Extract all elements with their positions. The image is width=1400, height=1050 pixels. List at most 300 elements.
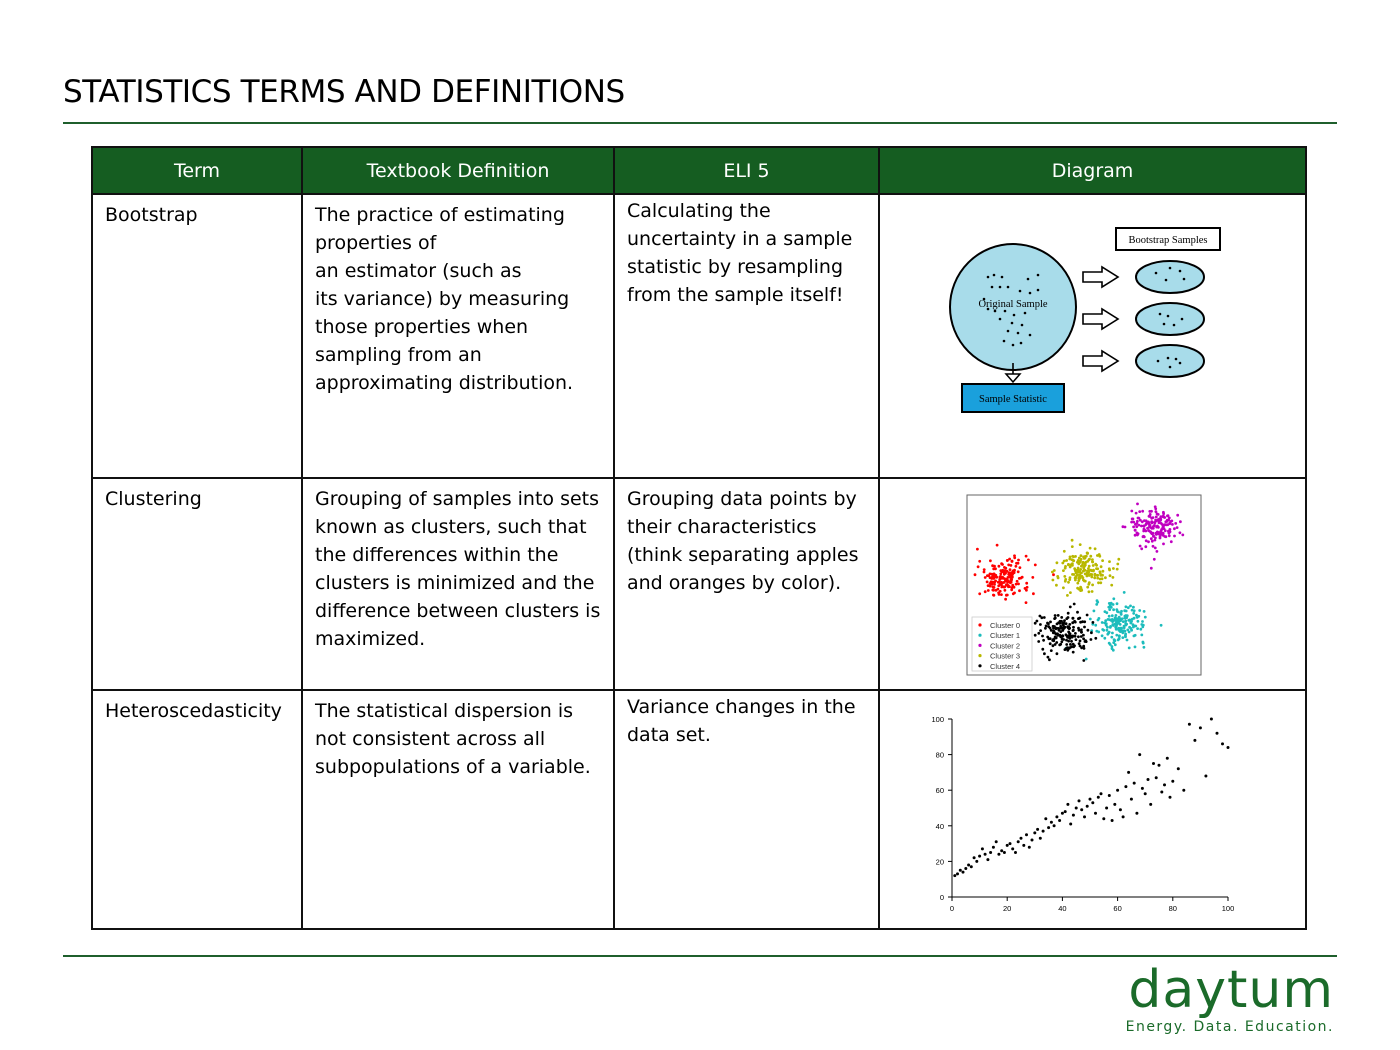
cluster-point (1016, 580, 1019, 583)
cluster-point (1011, 560, 1014, 563)
term-cell: Heteroscedasticity (92, 690, 302, 929)
sample-point (1012, 344, 1015, 347)
data-point (1078, 799, 1081, 802)
cluster-point (1110, 636, 1113, 639)
cluster-point (1118, 616, 1121, 619)
cluster-point (1025, 589, 1028, 592)
cluster-point (1065, 647, 1068, 650)
data-point (1124, 785, 1127, 788)
sample-point (1020, 342, 1023, 345)
cluster-point (1135, 614, 1138, 617)
cluster-point (1094, 624, 1097, 627)
cluster-point (1064, 578, 1067, 581)
cluster-point (1065, 643, 1068, 646)
definition-cell: The practice of estimating properties of an estimator (such as its variance) by measuring those properties when sampling from an approximating distribution. (302, 194, 614, 478)
data-point (1135, 812, 1138, 815)
cluster-point (1162, 543, 1165, 546)
cluster-point (1008, 574, 1011, 577)
cluster-point (1096, 554, 1099, 557)
data-point (1138, 753, 1141, 756)
cluster-point (1116, 568, 1119, 571)
cluster-point (1049, 621, 1052, 624)
cluster-point (1176, 514, 1179, 517)
cluster-point (1086, 575, 1089, 578)
cluster-point (1173, 527, 1176, 530)
x-tick-label: 60 (1113, 904, 1122, 913)
cluster-point (1069, 643, 1072, 646)
cluster-point (1181, 534, 1184, 537)
sample-point (1159, 313, 1162, 316)
sample-point (1179, 362, 1182, 365)
cluster-point (1003, 577, 1006, 580)
cluster-point (1031, 576, 1034, 579)
data-point (1066, 803, 1069, 806)
cluster-point (1071, 555, 1074, 558)
x-tick-label: 40 (1058, 904, 1067, 913)
cluster-point (1089, 555, 1092, 558)
cluster-point (1138, 609, 1141, 612)
cluster-point (1056, 632, 1059, 635)
cluster-point (1110, 584, 1113, 587)
cluster-point (1097, 631, 1100, 634)
cluster-point (1133, 635, 1136, 638)
cluster-point (1072, 651, 1075, 654)
data-point (1111, 819, 1114, 822)
cluster-point (1015, 583, 1018, 586)
cluster-point (1015, 565, 1018, 568)
cluster-point (1071, 539, 1074, 542)
cluster-point (1095, 603, 1098, 606)
cluster-point (1094, 563, 1097, 566)
data-point (1149, 803, 1152, 806)
cluster-point (1112, 576, 1115, 579)
cluster-point (1085, 658, 1088, 661)
cluster-point (1136, 627, 1139, 630)
cluster-point (1169, 521, 1172, 524)
cluster-point (1096, 567, 1099, 570)
cluster-point (1042, 639, 1045, 642)
cluster-point (1054, 614, 1057, 617)
data-point (1039, 837, 1042, 840)
cluster-point (1135, 512, 1138, 515)
cluster-point (1109, 574, 1112, 577)
data-point (1014, 851, 1017, 854)
cluster-point (992, 568, 995, 571)
cluster-point (1163, 535, 1166, 538)
cluster-point (1083, 647, 1086, 650)
cluster-point (1112, 649, 1115, 652)
title-divider (63, 122, 1337, 124)
cluster-point (1108, 560, 1111, 563)
cluster-point (1083, 626, 1086, 629)
cluster-point (1070, 645, 1073, 648)
cluster-point (1034, 634, 1037, 637)
cluster-point (1077, 579, 1080, 582)
cluster-point (1062, 627, 1065, 630)
cluster-point (1108, 567, 1111, 570)
cluster-point (1078, 642, 1081, 645)
cluster-point (1126, 614, 1129, 617)
y-tick-label: 40 (935, 821, 944, 831)
cluster-point (1047, 623, 1050, 626)
data-point (1020, 837, 1023, 840)
cluster-point (1108, 615, 1111, 618)
sample-point (987, 276, 990, 279)
data-point (986, 858, 989, 861)
cluster-point (1091, 590, 1094, 593)
scatter-points (953, 718, 1229, 878)
cluster-point (998, 578, 1001, 581)
data-point (1009, 842, 1012, 845)
cluster-point (1117, 611, 1120, 614)
data-point (1144, 792, 1147, 795)
eli5-cell: Calculating the uncertainty in a sample statistic by resampling from the sample itself! (614, 194, 879, 478)
data-point (959, 869, 962, 872)
cluster-point (1004, 567, 1007, 570)
original-sample-label: Original Sample (978, 299, 1048, 310)
cluster-point (1115, 624, 1118, 627)
cluster-point (1118, 637, 1121, 640)
cluster-point (991, 573, 994, 576)
cluster-point (986, 574, 989, 577)
cluster-point (1171, 523, 1174, 526)
cluster-point (1151, 522, 1154, 525)
cluster-point (1169, 530, 1172, 533)
cluster-point (1141, 510, 1144, 513)
cluster-point (1039, 623, 1042, 626)
data-point (1047, 826, 1050, 829)
terms-table (91, 146, 1307, 930)
cluster-point (1056, 561, 1059, 564)
cluster-point (1155, 516, 1158, 519)
sample-point (1029, 334, 1032, 337)
cluster-point (1053, 569, 1056, 572)
sample-point (1013, 314, 1016, 317)
data-point (1036, 828, 1039, 831)
cluster-point (1068, 647, 1071, 650)
cluster-point (991, 576, 994, 579)
cluster-point (1083, 620, 1086, 623)
cluster-point (1110, 606, 1113, 609)
sample-point (1167, 315, 1170, 318)
legend-marker (978, 634, 981, 637)
cluster-point (1080, 635, 1083, 638)
y-tick-label: 100 (931, 715, 944, 724)
cluster-point (1112, 597, 1115, 600)
cluster-point (1179, 520, 1182, 523)
cluster-point (1115, 614, 1118, 617)
cluster-point (1170, 540, 1173, 543)
cluster-point (1179, 531, 1182, 534)
cluster-point (1116, 602, 1119, 605)
cluster-point (1162, 525, 1165, 528)
page-title: STATISTICS TERMS AND DEFINITIONS (63, 74, 625, 110)
cluster-point (1034, 622, 1037, 625)
data-point (964, 867, 967, 870)
cluster-point (1124, 620, 1127, 623)
cluster-point (1073, 644, 1076, 647)
data-point (992, 846, 995, 849)
cluster-point (1098, 555, 1101, 558)
cluster-point (1143, 525, 1146, 528)
sample-point (1037, 274, 1040, 277)
bootstrap-samples-label: Bootstrap Samples (1128, 235, 1208, 246)
sample-point (1175, 358, 1178, 361)
cluster-point (1109, 625, 1112, 628)
cluster-point (1087, 567, 1090, 570)
cluster-point (1067, 563, 1070, 566)
cluster-point (1073, 603, 1076, 606)
cluster-point (1147, 529, 1150, 532)
data-point (1080, 808, 1083, 811)
cluster-point (1114, 643, 1117, 646)
cluster-point (1088, 590, 1091, 593)
cluster-point (1048, 658, 1051, 661)
data-point (962, 871, 965, 874)
axes (931, 715, 1234, 913)
sample-point (1007, 286, 1010, 289)
cluster-point (1150, 537, 1153, 540)
cluster-point (984, 576, 987, 579)
data-point (1033, 831, 1036, 834)
cluster-point (1086, 614, 1089, 617)
cluster-point (1071, 573, 1074, 576)
cluster-point (1013, 592, 1016, 595)
cluster-point (1125, 605, 1128, 608)
cluster-point (1077, 627, 1080, 630)
data-point (1072, 814, 1075, 817)
cluster-point (1080, 631, 1083, 634)
cluster-point (1077, 635, 1080, 638)
table-header-row (92, 147, 1306, 194)
cluster-point (1111, 614, 1114, 617)
data-point (1141, 787, 1144, 790)
cluster-point (1076, 582, 1079, 585)
cluster-point (1092, 570, 1095, 573)
bootstrap-arrow (1083, 309, 1118, 329)
cluster-point (1160, 624, 1163, 627)
data-point (995, 840, 998, 843)
cluster-point (993, 565, 996, 568)
cluster-point (1009, 568, 1012, 571)
cluster-point (1126, 639, 1129, 642)
definition-cell: The statistical dispersion is not consistent across all subpopulations of a variable. (302, 690, 614, 929)
sample-point (1157, 360, 1160, 363)
cluster-point (1088, 574, 1091, 577)
cluster-point (989, 585, 992, 588)
table-row (92, 690, 1306, 929)
y-tick-label: 80 (935, 750, 944, 760)
cluster-point (1139, 545, 1142, 548)
cluster-point (1010, 564, 1013, 567)
cluster-point (1018, 589, 1021, 592)
sample-point (993, 274, 996, 277)
sample-point (1011, 322, 1014, 325)
cluster-point (1108, 608, 1111, 611)
cluster-point (1083, 580, 1086, 583)
cluster-point (1142, 624, 1145, 627)
cluster-point (1061, 629, 1064, 632)
cluster-point (993, 594, 996, 597)
sample-point (1173, 324, 1176, 327)
data-point (1204, 775, 1207, 778)
data-point (973, 856, 976, 859)
cluster-point (1025, 582, 1028, 585)
cluster-point (1121, 617, 1124, 620)
data-point (1100, 792, 1103, 795)
cluster-point (1052, 573, 1055, 576)
data-point (1113, 803, 1116, 806)
cluster-point (1133, 617, 1136, 620)
sample-point (1163, 323, 1166, 326)
cluster-point (1068, 558, 1071, 561)
cluster-point (1063, 575, 1066, 578)
legend-label: Cluster 4 (990, 661, 1021, 671)
daytum-logo (1126, 955, 1334, 1035)
cluster-point (1040, 616, 1043, 619)
term-cell: Bootstrap (92, 194, 302, 478)
data-point (1075, 807, 1078, 810)
data-point (1221, 742, 1224, 745)
cluster-point (1000, 562, 1003, 565)
cluster-point (1132, 612, 1135, 615)
cluster-point (983, 571, 986, 574)
cluster-point (1032, 592, 1035, 595)
cluster-point (1101, 628, 1104, 631)
clustering-chart (880, 479, 1305, 689)
cluster-point (1049, 637, 1052, 640)
cluster-point (978, 560, 981, 563)
data-point (1003, 851, 1006, 854)
data-point (1166, 757, 1169, 760)
cluster-point (1071, 545, 1074, 548)
bootstrap-arrow (1083, 267, 1118, 287)
cluster-point (1003, 586, 1006, 589)
sample-point (1027, 278, 1030, 281)
data-point (1119, 808, 1122, 811)
data-point (1160, 791, 1163, 794)
cluster-point (1143, 610, 1146, 613)
sample-point (1169, 267, 1172, 270)
cluster-point (993, 586, 996, 589)
data-point (1102, 817, 1105, 820)
cluster-point (991, 589, 994, 592)
cluster-point (1067, 626, 1070, 629)
cluster-point (1117, 558, 1120, 561)
data-point (1083, 815, 1086, 818)
cluster-point (1089, 618, 1092, 621)
cluster-point (1078, 557, 1081, 560)
cluster-point (1131, 518, 1134, 521)
cluster-point (1115, 628, 1118, 631)
data-point (953, 874, 956, 877)
cluster-point (1083, 565, 1086, 568)
cluster-point (1128, 647, 1131, 650)
sample-point (1029, 292, 1032, 295)
sample-point (1155, 272, 1158, 275)
data-point (1006, 844, 1009, 847)
cluster-point (1003, 573, 1006, 576)
cluster-point (1120, 612, 1123, 615)
sample-point (1004, 310, 1007, 313)
cluster-point (1049, 642, 1052, 645)
cluster-point (1073, 620, 1076, 623)
cluster-point (1149, 515, 1152, 518)
cluster-point (1111, 645, 1114, 648)
cluster-point (1082, 576, 1085, 579)
cluster-point (1017, 583, 1020, 586)
cluster-point (1044, 627, 1047, 630)
sample-point (1165, 279, 1168, 282)
cluster-point (1132, 623, 1135, 626)
cluster-point (1118, 634, 1121, 637)
cluster-point (1067, 612, 1070, 615)
cluster-point (1074, 632, 1077, 635)
cluster-point (1068, 623, 1071, 626)
sample-point (1179, 270, 1182, 273)
cluster-point (1137, 532, 1140, 535)
cluster-point (1052, 627, 1055, 630)
cluster-point (1103, 637, 1106, 640)
cluster-point (1017, 559, 1020, 562)
cluster-point (1096, 577, 1099, 580)
cluster-point (1140, 634, 1143, 637)
x-tick-label: 20 (1003, 904, 1012, 913)
cluster-point (1043, 616, 1046, 619)
cluster-point (1063, 560, 1066, 563)
cluster-point (1126, 629, 1129, 632)
logo-wordmark: daytum (1128, 960, 1334, 1020)
cluster-point (1143, 529, 1146, 532)
cluster-point (1121, 636, 1124, 639)
cluster-point (1086, 586, 1089, 589)
data-point (1227, 746, 1230, 749)
cluster-point (1100, 565, 1103, 568)
cluster-point (1153, 524, 1156, 527)
legend-marker (978, 654, 981, 657)
cluster-point (1150, 567, 1153, 570)
bootstrap-arrow (1083, 351, 1118, 371)
cluster-point (1075, 569, 1078, 572)
cluster-point (1138, 510, 1141, 513)
data-point (1177, 767, 1180, 770)
cluster-point (1086, 570, 1089, 573)
cluster-point (1001, 581, 1004, 584)
cluster-point (1078, 573, 1081, 576)
sample-point (1007, 330, 1010, 333)
cluster-point (1019, 566, 1022, 569)
cluster-point (1037, 632, 1040, 635)
cluster-point (1063, 619, 1066, 622)
cluster-point (1132, 521, 1135, 524)
cluster-point (1137, 620, 1140, 623)
data-point (981, 847, 984, 850)
x-tick-label: 100 (1221, 904, 1235, 913)
cluster-point (1088, 565, 1091, 568)
cluster-point (1094, 547, 1097, 550)
cluster-point (1041, 635, 1044, 638)
cluster-point (1055, 584, 1058, 587)
sample-point (1183, 278, 1186, 281)
cluster-point (977, 565, 980, 568)
cluster-point (1080, 554, 1083, 557)
sample-statistic-label: Sample Statistic (979, 394, 1047, 405)
cluster-point (1069, 576, 1072, 579)
cluster-point (1098, 617, 1101, 620)
sample-point (991, 286, 994, 289)
bootstrap-sample-ellipse (1136, 345, 1204, 377)
cluster-point (1152, 532, 1155, 535)
